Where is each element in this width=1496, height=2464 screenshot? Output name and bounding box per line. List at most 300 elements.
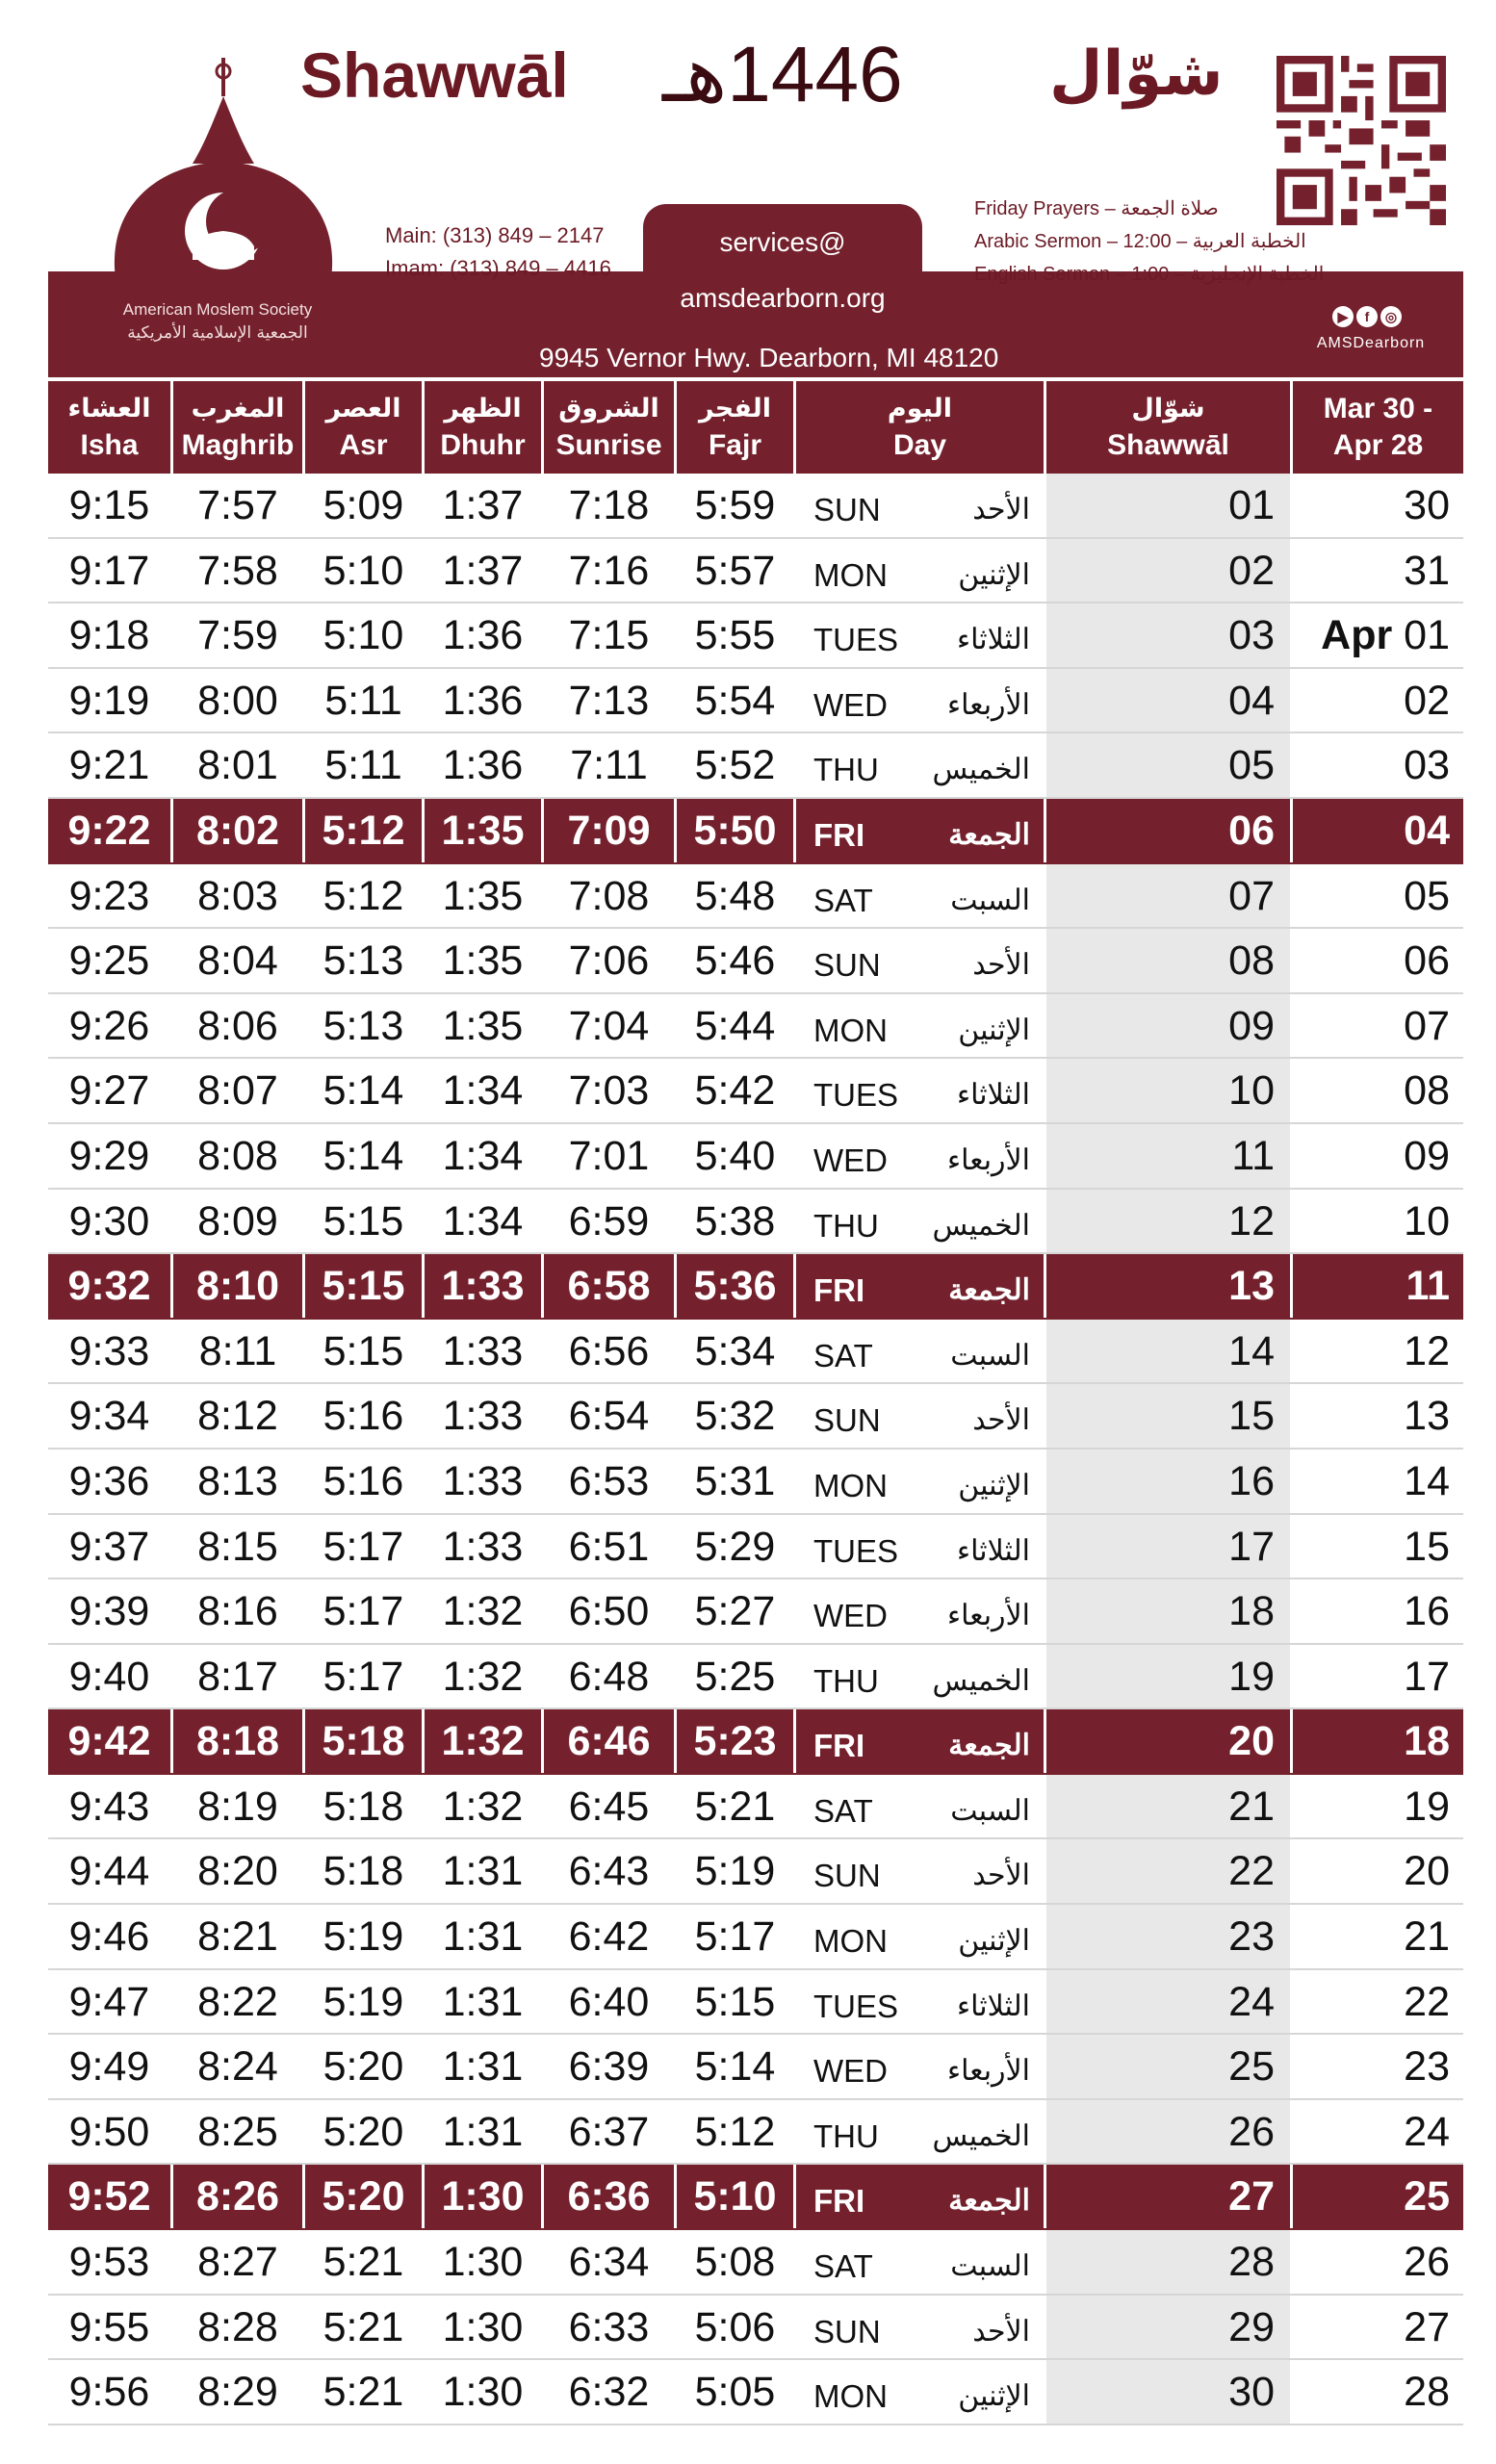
isha-time: 9:25 <box>48 929 173 992</box>
sunrise-time: 6:51 <box>544 1515 677 1578</box>
dhuhr-time: 1:34 <box>425 1190 544 1253</box>
gregorian-date <box>1293 2165 1463 2228</box>
header-day: اليوم Day <box>796 381 1046 474</box>
day-ar: الأربعاء <box>946 1600 1030 1632</box>
day-en: SUN <box>813 2313 881 2349</box>
fajr-time: 5:25 <box>677 1645 796 1708</box>
asr-time: 5:12 <box>305 864 425 928</box>
shawwal-date: 09 <box>1046 994 1293 1058</box>
isha-time: 9:44 <box>48 1839 173 1903</box>
table-row <box>48 1905 1463 1970</box>
asr-time: 5:15 <box>305 1190 425 1253</box>
maghrib-time: 8:04 <box>173 929 305 992</box>
table-row-friday <box>48 799 1463 864</box>
fajr-time: 5:55 <box>677 603 796 667</box>
maghrib-time: 8:26 <box>173 2165 305 2228</box>
isha-time: 9:37 <box>48 1515 173 1578</box>
day-en: MON <box>813 556 888 593</box>
gregorian-date <box>1293 1645 1463 1708</box>
fajr-time: 5:21 <box>677 1775 796 1838</box>
day-ar: الأربعاء <box>946 2055 1030 2088</box>
sunrise-time: 6:42 <box>544 1905 677 1968</box>
table-row <box>48 2035 1463 2100</box>
dhuhr-time: 1:31 <box>425 1970 544 2034</box>
isha-time: 9:39 <box>48 1579 173 1643</box>
isha-time: 9:52 <box>48 2165 173 2228</box>
day-ar: الإثنين <box>958 1925 1030 1958</box>
sunrise-time: 6:34 <box>544 2230 677 2294</box>
table-row <box>48 2230 1463 2296</box>
facebook-icon[interactable]: f <box>1356 306 1378 327</box>
dhuhr-time: 1:36 <box>425 669 544 732</box>
gregorian-day: 21 <box>1404 1913 1450 1961</box>
asr-time: 5:11 <box>305 733 425 797</box>
day-cell <box>796 1839 1046 1903</box>
sunrise-time: 6:32 <box>544 2360 677 2424</box>
sunrise-time: 7:18 <box>544 474 677 537</box>
isha-time: 9:18 <box>48 603 173 667</box>
day-cell <box>796 1190 1046 1253</box>
day-en: SAT <box>813 2248 873 2285</box>
gregorian-day: 12 <box>1404 1327 1450 1374</box>
dhuhr-time: 1:35 <box>425 799 544 862</box>
asr-time: 5:13 <box>305 929 425 992</box>
table-row <box>48 1320 1463 1385</box>
day-en: THU <box>813 2118 879 2154</box>
day-cell <box>796 2035 1046 2098</box>
fajr-time: 5:29 <box>677 1515 796 1578</box>
day-ar: الخميس <box>932 754 1030 786</box>
isha-time: 9:17 <box>48 539 173 603</box>
day-en: FRI <box>813 1272 865 1309</box>
shawwal-date: 26 <box>1046 2100 1293 2164</box>
gregorian-day: 04 <box>1404 807 1450 854</box>
day-en: SUN <box>813 492 881 527</box>
maghrib-time: 8:18 <box>173 1709 305 1773</box>
sunrise-time: 6:46 <box>544 1709 677 1773</box>
maghrib-time: 8:06 <box>173 994 305 1058</box>
org-name-en: American Moslem Society <box>122 300 313 319</box>
table-row <box>48 2360 1463 2426</box>
gregorian-date <box>1293 864 1463 928</box>
youtube-icon[interactable]: ▶ <box>1332 306 1354 327</box>
asr-time: 5:11 <box>305 669 425 732</box>
asr-time: 5:17 <box>305 1515 425 1578</box>
gregorian-day: 16 <box>1404 1588 1450 1635</box>
table-row <box>48 1384 1463 1450</box>
day-cell <box>796 733 1046 797</box>
day-en: WED <box>813 686 888 723</box>
dhuhr-time: 1:37 <box>425 539 544 603</box>
dhuhr-time: 1:33 <box>425 1254 544 1318</box>
sunrise-time: 6:36 <box>544 2165 677 2228</box>
gregorian-day: 31 <box>1404 547 1450 594</box>
day-ar: الإثنين <box>958 2380 1030 2413</box>
gregorian-day: 10 <box>1404 1197 1450 1245</box>
gregorian-date <box>1293 2035 1463 2098</box>
gregorian-day: 27 <box>1404 2303 1450 2350</box>
day-en: MON <box>813 2378 888 2415</box>
table-row-friday <box>48 1709 1463 1775</box>
day-ar: الأربعاء <box>946 1143 1030 1176</box>
day-cell <box>796 1709 1046 1773</box>
gregorian-day: 11 <box>1406 1263 1450 1310</box>
day-cell <box>796 1515 1046 1578</box>
gregorian-day: 01 <box>1404 612 1450 659</box>
day-en: SUN <box>813 1858 881 1894</box>
table-row <box>48 2296 1463 2361</box>
asr-time: 5:16 <box>305 1384 425 1448</box>
dhuhr-time: 1:33 <box>425 1450 544 1513</box>
asr-time: 5:15 <box>305 1320 425 1383</box>
asr-time: 5:20 <box>305 2035 425 2098</box>
gregorian-day: 09 <box>1404 1132 1450 1179</box>
shawwal-date: 05 <box>1046 733 1293 797</box>
table-row <box>48 2100 1463 2166</box>
dhuhr-time: 1:35 <box>425 929 544 992</box>
dhuhr-time: 1:32 <box>425 1709 544 1773</box>
isha-time: 9:27 <box>48 1059 173 1122</box>
isha-time: 9:53 <box>48 2230 173 2294</box>
shawwal-date: 01 <box>1046 474 1293 537</box>
header-asr: العصر Asr <box>305 381 425 474</box>
maghrib-time: 8:16 <box>173 1579 305 1643</box>
sunrise-time: 6:58 <box>544 1254 677 1318</box>
dhuhr-time: 1:30 <box>425 2296 544 2359</box>
sunrise-time: 6:56 <box>544 1320 677 1383</box>
day-cell <box>796 1645 1046 1708</box>
asr-time: 5:10 <box>305 539 425 603</box>
dhuhr-time: 1:36 <box>425 603 544 667</box>
dhuhr-time: 1:31 <box>425 1839 544 1903</box>
gregorian-date <box>1293 1579 1463 1643</box>
day-en: SAT <box>813 882 873 918</box>
sunrise-time: 6:53 <box>544 1450 677 1513</box>
day-en: THU <box>813 752 879 788</box>
header-sunrise: الشروق Sunrise <box>544 381 677 474</box>
asr-time: 5:14 <box>305 1124 425 1188</box>
maghrib-time: 8:17 <box>173 1645 305 1708</box>
gregorian-day: 17 <box>1404 1653 1450 1700</box>
table-row-friday <box>48 2165 1463 2230</box>
maghrib-time: 8:29 <box>173 2360 305 2424</box>
day-ar: السبت <box>950 1339 1030 1372</box>
arabic-sermon-line: Arabic Sermon – 12:00 – الخطبة العربية <box>974 231 1306 252</box>
day-cell <box>796 1124 1046 1188</box>
asr-time: 5:21 <box>305 2296 425 2359</box>
isha-time: 9:55 <box>48 2296 173 2359</box>
fajr-time: 5:27 <box>677 1579 796 1643</box>
day-cell <box>796 2296 1046 2359</box>
english-sermon-line: English Sermon – 1:00 – الخطبة الإنجليزية <box>974 264 1325 285</box>
day-cell <box>796 1384 1046 1448</box>
shawwal-date: 27 <box>1046 2165 1293 2228</box>
asr-time: 5:19 <box>305 1970 425 2034</box>
dhuhr-time: 1:36 <box>425 733 544 797</box>
isha-time: 9:32 <box>48 1254 173 1318</box>
dhuhr-time: 1:35 <box>425 864 544 928</box>
isha-time: 9:33 <box>48 1320 173 1383</box>
shawwal-date: 23 <box>1046 1905 1293 1968</box>
maghrib-time: 8:11 <box>173 1320 305 1383</box>
day-cell <box>796 1579 1046 1643</box>
social-handle: AMSDearborn <box>1316 335 1426 351</box>
gregorian-date <box>1293 1320 1463 1383</box>
isha-time: 9:23 <box>48 864 173 928</box>
gregorian-date <box>1293 799 1463 862</box>
asr-time: 5:16 <box>305 1450 425 1513</box>
gregorian-date <box>1293 1450 1463 1513</box>
gregorian-day: 20 <box>1404 1848 1450 1895</box>
fajr-time: 5:46 <box>677 929 796 992</box>
fajr-time: 5:54 <box>677 669 796 732</box>
day-en: MON <box>813 1923 888 1960</box>
dhuhr-time: 1:32 <box>425 1645 544 1708</box>
shawwal-date: 19 <box>1046 1645 1293 1708</box>
fajr-time: 5:14 <box>677 2035 796 2098</box>
day-ar: الإثنين <box>958 1469 1030 1502</box>
day-ar: الخميس <box>932 1209 1030 1242</box>
day-en: FRI <box>813 2183 865 2220</box>
day-cell <box>796 1059 1046 1122</box>
table-row <box>48 1450 1463 1515</box>
prayer-times-table <box>48 381 1463 2426</box>
gregorian-date <box>1293 1124 1463 1188</box>
gregorian-day: 25 <box>1404 2173 1450 2220</box>
day-ar: الأحد <box>972 2315 1030 2348</box>
asr-time: 5:15 <box>305 1254 425 1318</box>
fajr-time: 5:59 <box>677 474 796 537</box>
isha-time: 9:26 <box>48 994 173 1058</box>
dhuhr-time: 1:31 <box>425 1905 544 1968</box>
day-cell <box>796 2230 1046 2294</box>
asr-time: 5:18 <box>305 1775 425 1838</box>
dhuhr-time: 1:34 <box>425 1124 544 1188</box>
day-ar: السبت <box>950 1794 1030 1827</box>
day-ar: الثلاثاء <box>956 624 1030 656</box>
sunrise-time: 6:48 <box>544 1645 677 1708</box>
day-en: SAT <box>813 1337 873 1373</box>
maghrib-time: 8:22 <box>173 1970 305 2034</box>
shawwal-date: 12 <box>1046 1190 1293 1253</box>
day-ar: الجمعة <box>948 1730 1030 1762</box>
sunrise-time: 7:01 <box>544 1124 677 1188</box>
asr-time: 5:14 <box>305 1059 425 1122</box>
day-ar: الثلاثاء <box>956 1079 1030 1112</box>
sunrise-time: 7:15 <box>544 603 677 667</box>
dhuhr-time: 1:35 <box>425 994 544 1058</box>
asr-time: 5:18 <box>305 1709 425 1773</box>
qr-code-icon <box>1277 56 1446 225</box>
table-row <box>48 1839 1463 1905</box>
maghrib-time: 8:12 <box>173 1384 305 1448</box>
fajr-time: 5:12 <box>677 2100 796 2164</box>
gregorian-date <box>1293 1384 1463 1448</box>
table-row <box>48 474 1463 539</box>
maghrib-time: 8:10 <box>173 1254 305 1318</box>
fajr-time: 5:08 <box>677 2230 796 2294</box>
shawwal-date: 03 <box>1046 603 1293 667</box>
day-cell <box>796 2360 1046 2424</box>
phone-imam: Imam: (313) 849 – 4416 <box>385 256 611 280</box>
asr-time: 5:12 <box>305 799 425 862</box>
gregorian-date <box>1293 2296 1463 2359</box>
asr-time: 5:09 <box>305 474 425 537</box>
shawwal-date: 25 <box>1046 2035 1293 2098</box>
day-cell <box>796 864 1046 928</box>
maghrib-time: 7:58 <box>173 539 305 603</box>
day-cell <box>796 2165 1046 2228</box>
dhuhr-time: 1:32 <box>425 1775 544 1838</box>
shawwal-date: 02 <box>1046 539 1293 603</box>
gregorian-date <box>1293 1905 1463 1968</box>
isha-time: 9:34 <box>48 1384 173 1448</box>
gregorian-day: 13 <box>1404 1393 1450 1440</box>
day-ar: الجمعة <box>948 2185 1030 2218</box>
gregorian-date <box>1293 2230 1463 2294</box>
day-en: FRI <box>813 816 865 853</box>
gregorian-day: 02 <box>1404 677 1450 724</box>
fajr-time: 5:44 <box>677 994 796 1058</box>
friday-prayers-line: Friday Prayers – صلاة الجمعة <box>974 198 1219 219</box>
dhuhr-time: 1:33 <box>425 1320 544 1383</box>
gregorian-day: 07 <box>1404 1002 1450 1049</box>
sunrise-time: 7:09 <box>544 799 677 862</box>
instagram-icon[interactable]: ◎ <box>1380 306 1402 327</box>
month-title-en: Shawwāl <box>300 39 569 111</box>
day-ar: الإثنين <box>958 1014 1030 1046</box>
sunrise-time: 7:13 <box>544 669 677 732</box>
fajr-time: 5:23 <box>677 1709 796 1773</box>
table-row <box>48 603 1463 669</box>
gregorian-day: 15 <box>1404 1523 1450 1570</box>
sunrise-time: 6:37 <box>544 2100 677 2164</box>
day-en: MON <box>813 1012 888 1048</box>
shawwal-date: 30 <box>1046 2360 1293 2424</box>
gregorian-month: Apr <box>1321 612 1393 659</box>
asr-time: 5:10 <box>305 603 425 667</box>
day-en: SUN <box>813 947 881 984</box>
day-en: TUES <box>813 1077 899 1114</box>
day-cell <box>796 1775 1046 1838</box>
gregorian-date <box>1293 1059 1463 1122</box>
dhuhr-time: 1:32 <box>425 1579 544 1643</box>
day-ar: الجمعة <box>948 818 1030 851</box>
asr-time: 5:13 <box>305 994 425 1058</box>
sunrise-time: 6:39 <box>544 2035 677 2098</box>
day-en: TUES <box>813 1532 899 1569</box>
maghrib-time: 8:02 <box>173 799 305 862</box>
dhuhr-time: 1:30 <box>425 2360 544 2424</box>
shawwal-date: 28 <box>1046 2230 1293 2294</box>
maghrib-time: 8:27 <box>173 2230 305 2294</box>
fajr-time: 5:40 <box>677 1124 796 1188</box>
maghrib-time: 7:57 <box>173 474 305 537</box>
day-cell <box>796 1970 1046 2034</box>
asr-time: 5:20 <box>305 2165 425 2228</box>
fajr-time: 5:17 <box>677 1905 796 1968</box>
gregorian-date <box>1293 1709 1463 1773</box>
shawwal-date: 16 <box>1046 1450 1293 1513</box>
header-dhuhr: الظهر Dhuhr <box>425 381 544 474</box>
social-icons <box>1332 306 1405 327</box>
gregorian-day: 26 <box>1404 2239 1450 2286</box>
isha-time: 9:30 <box>48 1190 173 1253</box>
gregorian-date <box>1293 929 1463 992</box>
shawwal-date: 10 <box>1046 1059 1293 1122</box>
table-row <box>48 1645 1463 1710</box>
day-cell <box>796 994 1046 1058</box>
table-row <box>48 1775 1463 1840</box>
shawwal-date: 22 <box>1046 1839 1293 1903</box>
gregorian-day: 22 <box>1404 1978 1450 2025</box>
table-row <box>48 1515 1463 1580</box>
gregorian-day: 30 <box>1404 482 1450 528</box>
asr-time: 5:17 <box>305 1645 425 1708</box>
hijri-year: 1446هـ <box>662 31 903 118</box>
table-row <box>48 994 1463 1060</box>
sunrise-time: 7:06 <box>544 929 677 992</box>
gregorian-day: 05 <box>1404 872 1450 919</box>
shawwal-date: 20 <box>1046 1709 1293 1773</box>
month-title-ar: شوّال <box>1049 38 1224 110</box>
gregorian-day: 19 <box>1404 1783 1450 1830</box>
table-row <box>48 1970 1463 2036</box>
table-row <box>48 733 1463 799</box>
day-ar: الأحد <box>972 1404 1030 1437</box>
isha-time: 9:22 <box>48 799 173 862</box>
gregorian-day: 18 <box>1404 1718 1450 1765</box>
shawwal-date: 11 <box>1046 1124 1293 1188</box>
day-cell <box>796 539 1046 603</box>
gregorian-date <box>1293 1970 1463 2034</box>
fajr-time: 5:05 <box>677 2360 796 2424</box>
sunrise-time: 7:03 <box>544 1059 677 1122</box>
day-en: WED <box>813 1142 888 1178</box>
gregorian-date <box>1293 1515 1463 1578</box>
shawwal-date: 14 <box>1046 1320 1293 1383</box>
day-en: WED <box>813 2053 888 2090</box>
phone-main: Main: (313) 849 – 2147 <box>385 223 605 247</box>
maghrib-time: 7:59 <box>173 603 305 667</box>
shawwal-date: 15 <box>1046 1384 1293 1448</box>
table-body <box>48 474 1463 2426</box>
asr-time: 5:20 <box>305 2100 425 2164</box>
header-isha: العشاء Isha <box>48 381 173 474</box>
day-ar: السبت <box>950 884 1030 916</box>
day-en: THU <box>813 1662 879 1699</box>
isha-time: 9:49 <box>48 2035 173 2098</box>
day-en: THU <box>813 1207 879 1244</box>
maghrib-time: 8:19 <box>173 1775 305 1838</box>
day-en: SAT <box>813 1792 873 1829</box>
dhuhr-time: 1:31 <box>425 2100 544 2164</box>
table-header-row <box>48 381 1463 474</box>
header-fajr: الفجر Fajr <box>677 381 796 474</box>
day-cell <box>796 1905 1046 1968</box>
isha-time: 9:15 <box>48 474 173 537</box>
day-ar: الثلاثاء <box>956 1989 1030 2022</box>
shawwal-date: 24 <box>1046 1970 1293 2034</box>
sunrise-time: 6:43 <box>544 1839 677 1903</box>
day-cell <box>796 2100 1046 2164</box>
fajr-time: 5:57 <box>677 539 796 603</box>
page-header <box>0 0 1496 377</box>
shawwal-date: 18 <box>1046 1579 1293 1643</box>
sunrise-time: 6:40 <box>544 1970 677 2034</box>
gregorian-date <box>1293 603 1463 667</box>
maghrib-time: 8:00 <box>173 669 305 732</box>
